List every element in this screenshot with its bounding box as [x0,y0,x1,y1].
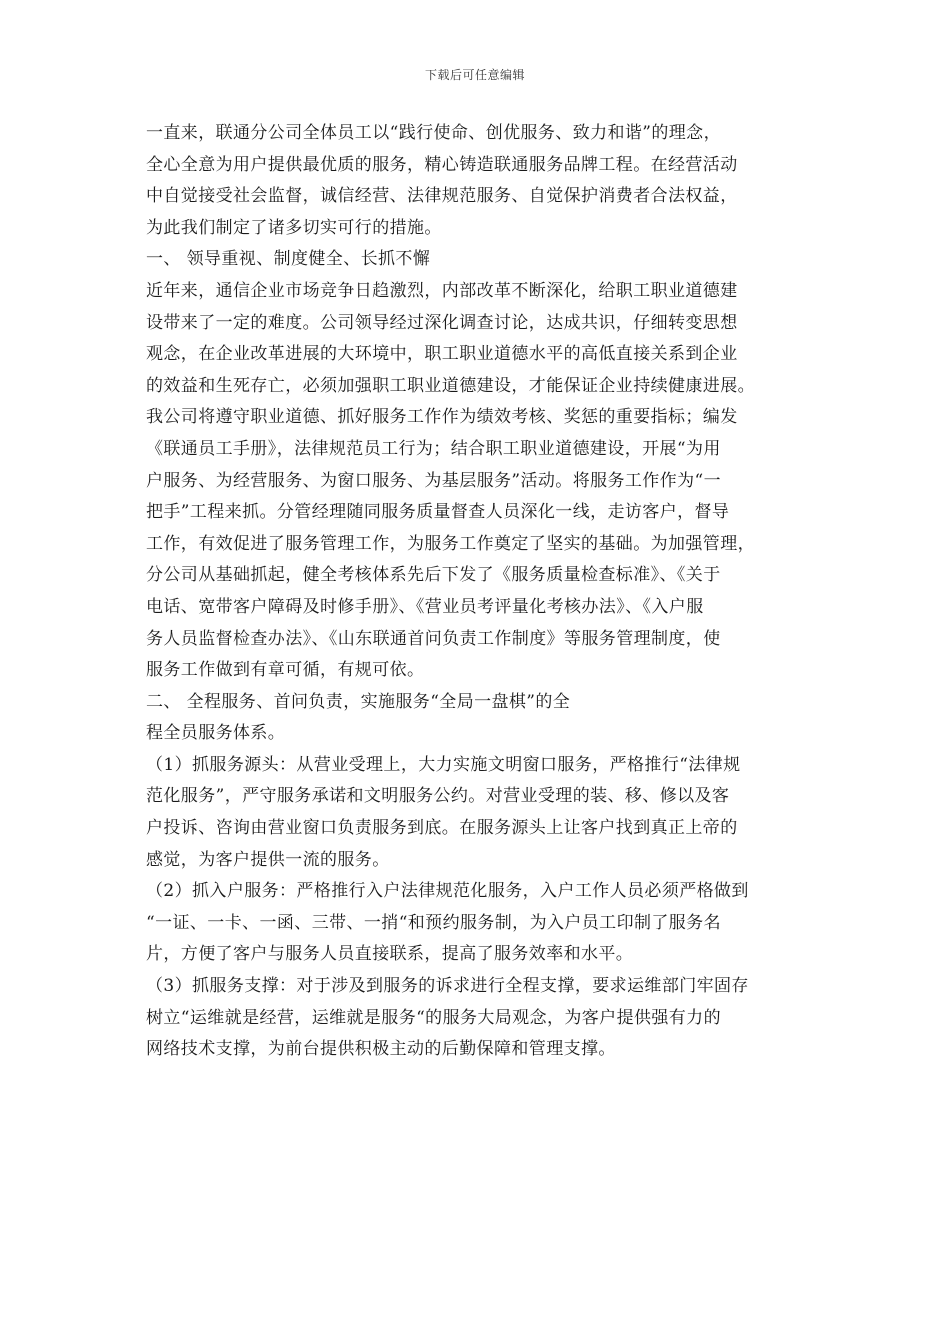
text-line: 电话、宽带客户障碍及时修手册》、《营业员考评量化考核办法》、《入户服 [146,596,704,617]
text-line: 全心全意为用户提供最优质的服务，精心铸造联通服务品牌工程。在经营活动 [146,154,738,175]
text-line: 户服务、为经营服务、为窗口服务、为基层服务”活动。将服务工作作为“一 [146,470,721,491]
text-line: “一证、一卡、一函、三带、一捎“和预约服务制，为入户员工印制了服务名 [146,912,721,933]
text-line: 中自觉接受社会监督，诚信经营、法律规范服务、自觉保护消费者合法权益， [146,186,738,207]
text-line: 为此我们制定了诸多切实可行的措施。 [146,217,442,238]
text-line: 户投诉、咨询由营业窗口负责服务到底。在服务源头上让客户找到真正上帝的 [146,818,738,839]
text-line: 我公司将遵守职业道德、抓好服务工作作为绩效考核、奖惩的重要指标；编发 [146,407,738,428]
text-line: 近年来，通信企业市场竞争日趋激烈，内部改革不断深化，给职工职业道德建 [146,280,738,301]
text-line: 树立“运维就是经营，运维就是服务“的服务大局观念，为客户提供强有力的 [146,1007,721,1028]
text-line: 片，方便了客户与服务人员直接联系，提高了服务效率和水平。 [146,944,634,965]
text-line: 网络技术支撑，为前台提供积极主动的后勤保障和管理支撑。 [146,1039,616,1060]
text-line: 设带来了一定的难度。公司领导经过深化调查讨论，达成共识，仔细转变思想 [146,312,738,333]
list-item-2: （2）抓入户服务：严格推行入户法律规范化服务，入户工作人员必须严格做到 [146,881,749,902]
text-line: 感觉，为客户提供一流的服务。 [146,849,390,870]
section-heading-2-cont: 程全员服务体系。 [146,723,286,744]
text-line: 《联通员工手册》，法律规范员工行为；结合职工职业道德建设，开展“为用 [146,438,721,459]
document-body [146,118,818,1066]
text-line: 一直来，联通分公司全体员工以“践行使命、创优服务、致力和谐”的理念， [146,123,721,143]
text-line: 观念，在企业改革进展的大环境中，职工职业道德水平的高低直接关系到企业 [146,344,738,365]
text-line: 把手”工程来抓。分管经理随同服务质量督查人员深化一线，走访客户，督导 [146,502,730,523]
list-item-1: （1）抓服务源头：从营业受理上，大力实施文明窗口服务，严格推行“法律规 [146,754,741,775]
list-item-3: （3）抓服务支撑：对于涉及到服务的诉求进行全程支撑，要求运维部门牢固存 [146,976,749,997]
text-line: 务人员监督检查办法》、《山东联通首问负责工作制度》等服务管理制度，使 [146,628,721,649]
text-line: 分公司从基础抓起，健全考核体系先后下发了《服务质量检查标准》、《关于 [146,565,721,586]
page-header-note: 下载后可任意编辑 [424,68,525,82]
text-line: 的效益和生死存亡，必须加强职工职业道德建设，才能保证企业持续健康进展。 [146,375,755,396]
text-line: 服务工作做到有章可循，有规可依。 [146,660,425,681]
text-line: 工作，有效促进了服务管理工作，为服务工作奠定了坚实的基础。为加强管理， [146,533,755,554]
section-heading-1: 一、 领导重视、制度健全、长抓不懈 [146,249,431,270]
section-heading-2: 二、 全程服务、首问负责，实施服务“全局一盘棋”的全 [146,691,571,712]
text-line: 范化服务”，严守服务承诺和文明服务公约。对营业受理的装、移、修以及客 [146,786,730,807]
